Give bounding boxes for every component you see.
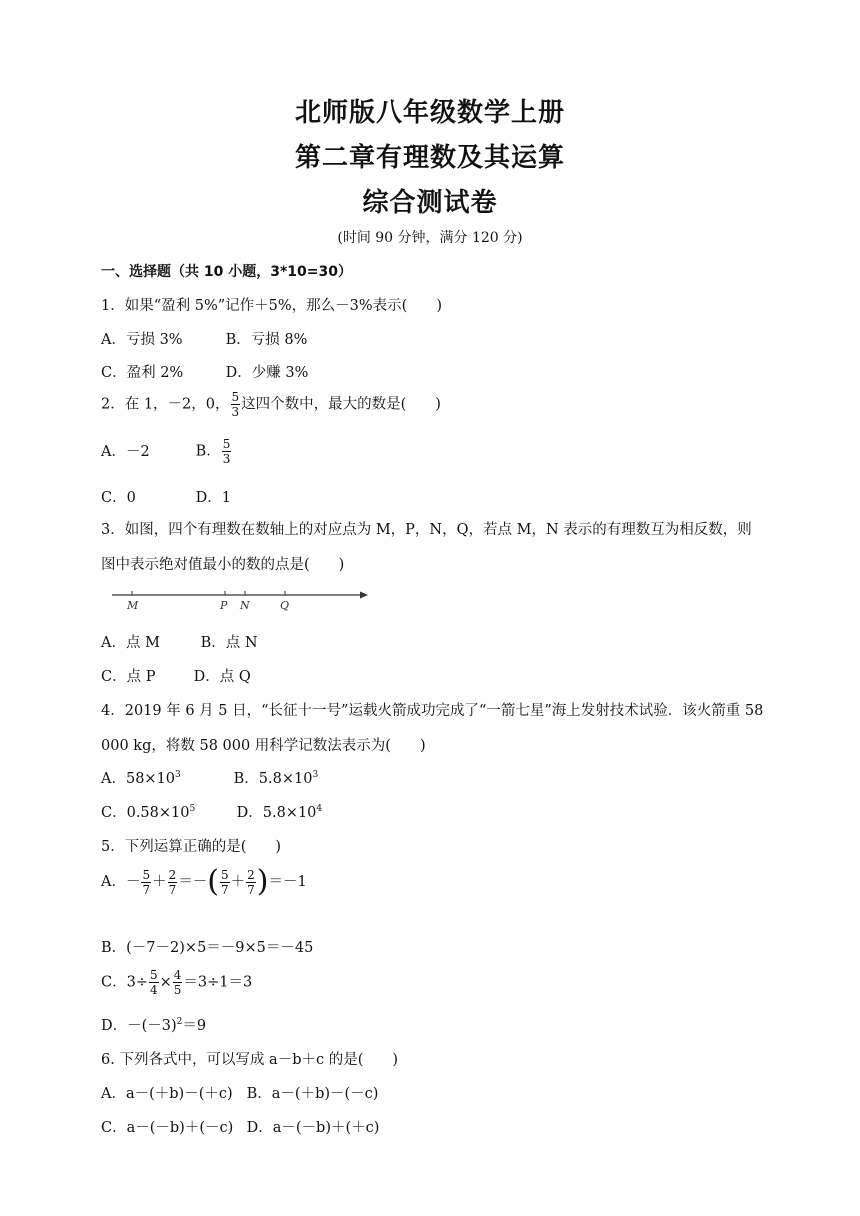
q4-stem-line2: 000 kg，将数 58 000 用科学记数法表示为( ) xyxy=(101,738,426,754)
q3-option-a[interactable]: A．点 M xyxy=(101,635,160,651)
q4-option-c-exponent: 5 xyxy=(189,804,196,815)
q2-option-c[interactable]: C．0 xyxy=(101,490,136,506)
q6-options-row2 xyxy=(101,1116,379,1137)
q5-option-a[interactable] xyxy=(101,864,307,899)
q5-option-d-result: ＝9 xyxy=(182,1018,207,1034)
q4-options-row2 xyxy=(101,801,322,822)
q5-option-b[interactable]: B．(－7－2)×5＝－9×5＝－45 xyxy=(101,940,314,956)
q1-options-row2 xyxy=(101,361,308,382)
q6-option-c[interactable]: C．a－(－b)＋(－c) xyxy=(101,1120,234,1136)
q1-option-c[interactable]: C．盈利 2% xyxy=(101,365,184,381)
q1-option-d[interactable]: D．少赚 3% xyxy=(225,365,309,381)
number-line-figure xyxy=(112,588,368,614)
fraction-denominator: 7 xyxy=(142,882,151,897)
q5-option-d-exponent: 2 xyxy=(176,1017,183,1028)
q5-option-c-pre: C．3÷ xyxy=(101,974,148,991)
q6-option-d[interactable]: D．a－(－b)＋(＋c) xyxy=(246,1120,380,1136)
q4-option-d-base: D．5.8×10 xyxy=(236,805,317,821)
fraction xyxy=(173,968,183,997)
q2-options-row1 xyxy=(101,437,232,466)
section-heading: 一、选择题（共 10 小题，3*10=30） xyxy=(101,264,352,280)
point-label-p: P xyxy=(220,599,228,612)
fraction-denominator: 5 xyxy=(173,983,182,997)
q3-option-d[interactable]: D．点 Q xyxy=(193,669,251,685)
fraction-numerator: 5 xyxy=(142,867,151,882)
fraction-numerator: 5 xyxy=(231,390,240,404)
q2-option-d[interactable]: D．1 xyxy=(195,490,231,506)
fraction-numerator: 5 xyxy=(222,437,231,451)
fraction xyxy=(220,868,230,897)
q5-option-d[interactable] xyxy=(101,1014,206,1035)
q1-option-a[interactable]: A．亏损 3% xyxy=(101,332,183,348)
fraction xyxy=(149,968,159,997)
q1-options-row1 xyxy=(101,328,307,349)
q1-stem: 1．如果“盈利 5%”记作＋5%，那么－3%表示( ) xyxy=(101,298,442,314)
plus-sign: ＋ xyxy=(152,874,167,890)
point-label-n: N xyxy=(240,599,250,612)
q6-stem: 6. 下列各式中，可以写成 a－b＋c 的是( ) xyxy=(101,1052,399,1068)
q2-stem xyxy=(101,390,441,419)
left-bracket: ( xyxy=(207,864,219,899)
q5-option-a-label: A． xyxy=(101,874,126,890)
q4-option-a[interactable] xyxy=(101,767,229,788)
q2-option-b[interactable] xyxy=(196,437,233,466)
q1-option-b[interactable]: B．亏损 8% xyxy=(225,332,308,348)
fraction-numerator: 2 xyxy=(247,867,255,882)
q2-option-b-fraction xyxy=(222,437,232,466)
q5-stem: 5．下列运算正确的是( ) xyxy=(101,839,282,855)
q6-option-b[interactable]: B．a－(＋b)－(－c) xyxy=(246,1086,379,1102)
q5-option-c[interactable] xyxy=(101,968,252,997)
minus-sign: － xyxy=(125,874,141,890)
fraction xyxy=(246,868,256,897)
fraction xyxy=(168,868,178,897)
q2-options-row2 xyxy=(101,486,231,507)
q4-option-d-exponent: 4 xyxy=(316,804,323,815)
fraction-numerator: 5 xyxy=(149,968,158,982)
exam-subtitle: (时间 90 分钟，满分 120 分) xyxy=(337,230,523,246)
q3-stem-line2: 图中表示绝对值最小的数的点是( ) xyxy=(101,557,345,573)
fraction xyxy=(141,868,151,897)
q6-option-a[interactable]: A．a－(＋b)－(＋c) xyxy=(101,1086,233,1102)
number-line-arrow xyxy=(360,592,368,599)
q4-option-a-base: A．58×10 xyxy=(101,771,176,787)
q3-options-row2 xyxy=(101,665,251,686)
fraction-denominator: 7 xyxy=(247,882,255,897)
point-label-q: Q xyxy=(280,599,290,612)
fraction-denominator: 3 xyxy=(222,452,231,466)
title-line-2: 第二章有理数及其运算 xyxy=(294,143,565,173)
q4-options-row1 xyxy=(101,767,318,788)
fraction-denominator: 7 xyxy=(168,882,177,897)
q3-option-c[interactable]: C．点 P xyxy=(101,669,156,685)
q5-option-d-pre: D．－(－3) xyxy=(101,1018,177,1034)
q4-option-a-exponent: 3 xyxy=(175,770,181,781)
q2-fraction xyxy=(231,390,241,419)
q5-option-a-result: ＝－1 xyxy=(268,874,307,890)
q3-options-row1 xyxy=(101,631,258,652)
q2-stem-post: 这四个数中，最大的数是( ) xyxy=(241,396,441,413)
title-line-1: 北师版八年级数学上册 xyxy=(294,98,565,128)
q2-option-a[interactable]: A．－2 xyxy=(101,443,150,460)
q3-option-b[interactable]: B．点 N xyxy=(200,635,258,651)
times-sign: × xyxy=(159,974,172,991)
title-line-3: 综合测试卷 xyxy=(362,188,498,218)
equals-sign: ＝－ xyxy=(178,874,208,890)
plus-sign: ＋ xyxy=(230,874,246,890)
point-label-m: M xyxy=(127,599,139,612)
q4-option-b-base: B．5.8×10 xyxy=(233,771,313,787)
right-bracket: ) xyxy=(256,864,269,899)
q2-option-b-label: B． xyxy=(195,443,221,460)
fraction-denominator: 3 xyxy=(231,405,240,419)
q4-option-c[interactable] xyxy=(101,801,232,822)
fraction-numerator: 4 xyxy=(173,968,182,982)
q4-option-b[interactable] xyxy=(234,767,319,788)
fraction-denominator: 7 xyxy=(220,882,229,897)
q6-options-row1 xyxy=(101,1082,378,1103)
fraction-numerator: 2 xyxy=(168,867,177,882)
q3-stem-line1: 3．如图，四个有理数在数轴上的对应点为 M，P，N，Q，若点 M，N 表示的有理数互为相反数，则 xyxy=(101,522,752,538)
q4-option-c-base: C．0.58×10 xyxy=(101,805,190,821)
fraction-numerator: 5 xyxy=(220,867,229,882)
q5-option-c-result: ＝3÷1＝3 xyxy=(183,974,253,991)
q2-stem-pre: 2．在 1，－2，0， xyxy=(101,396,230,413)
q4-option-d[interactable] xyxy=(237,801,323,822)
q4-stem-line1: 4．2019 年 6 月 5 日，“长征十一号”运载火箭成功完成了“一箭七星”海上发射技术试验．该火箭重 58 xyxy=(101,703,764,719)
fraction-denominator: 4 xyxy=(149,983,158,997)
q4-option-b-exponent: 3 xyxy=(312,770,319,781)
